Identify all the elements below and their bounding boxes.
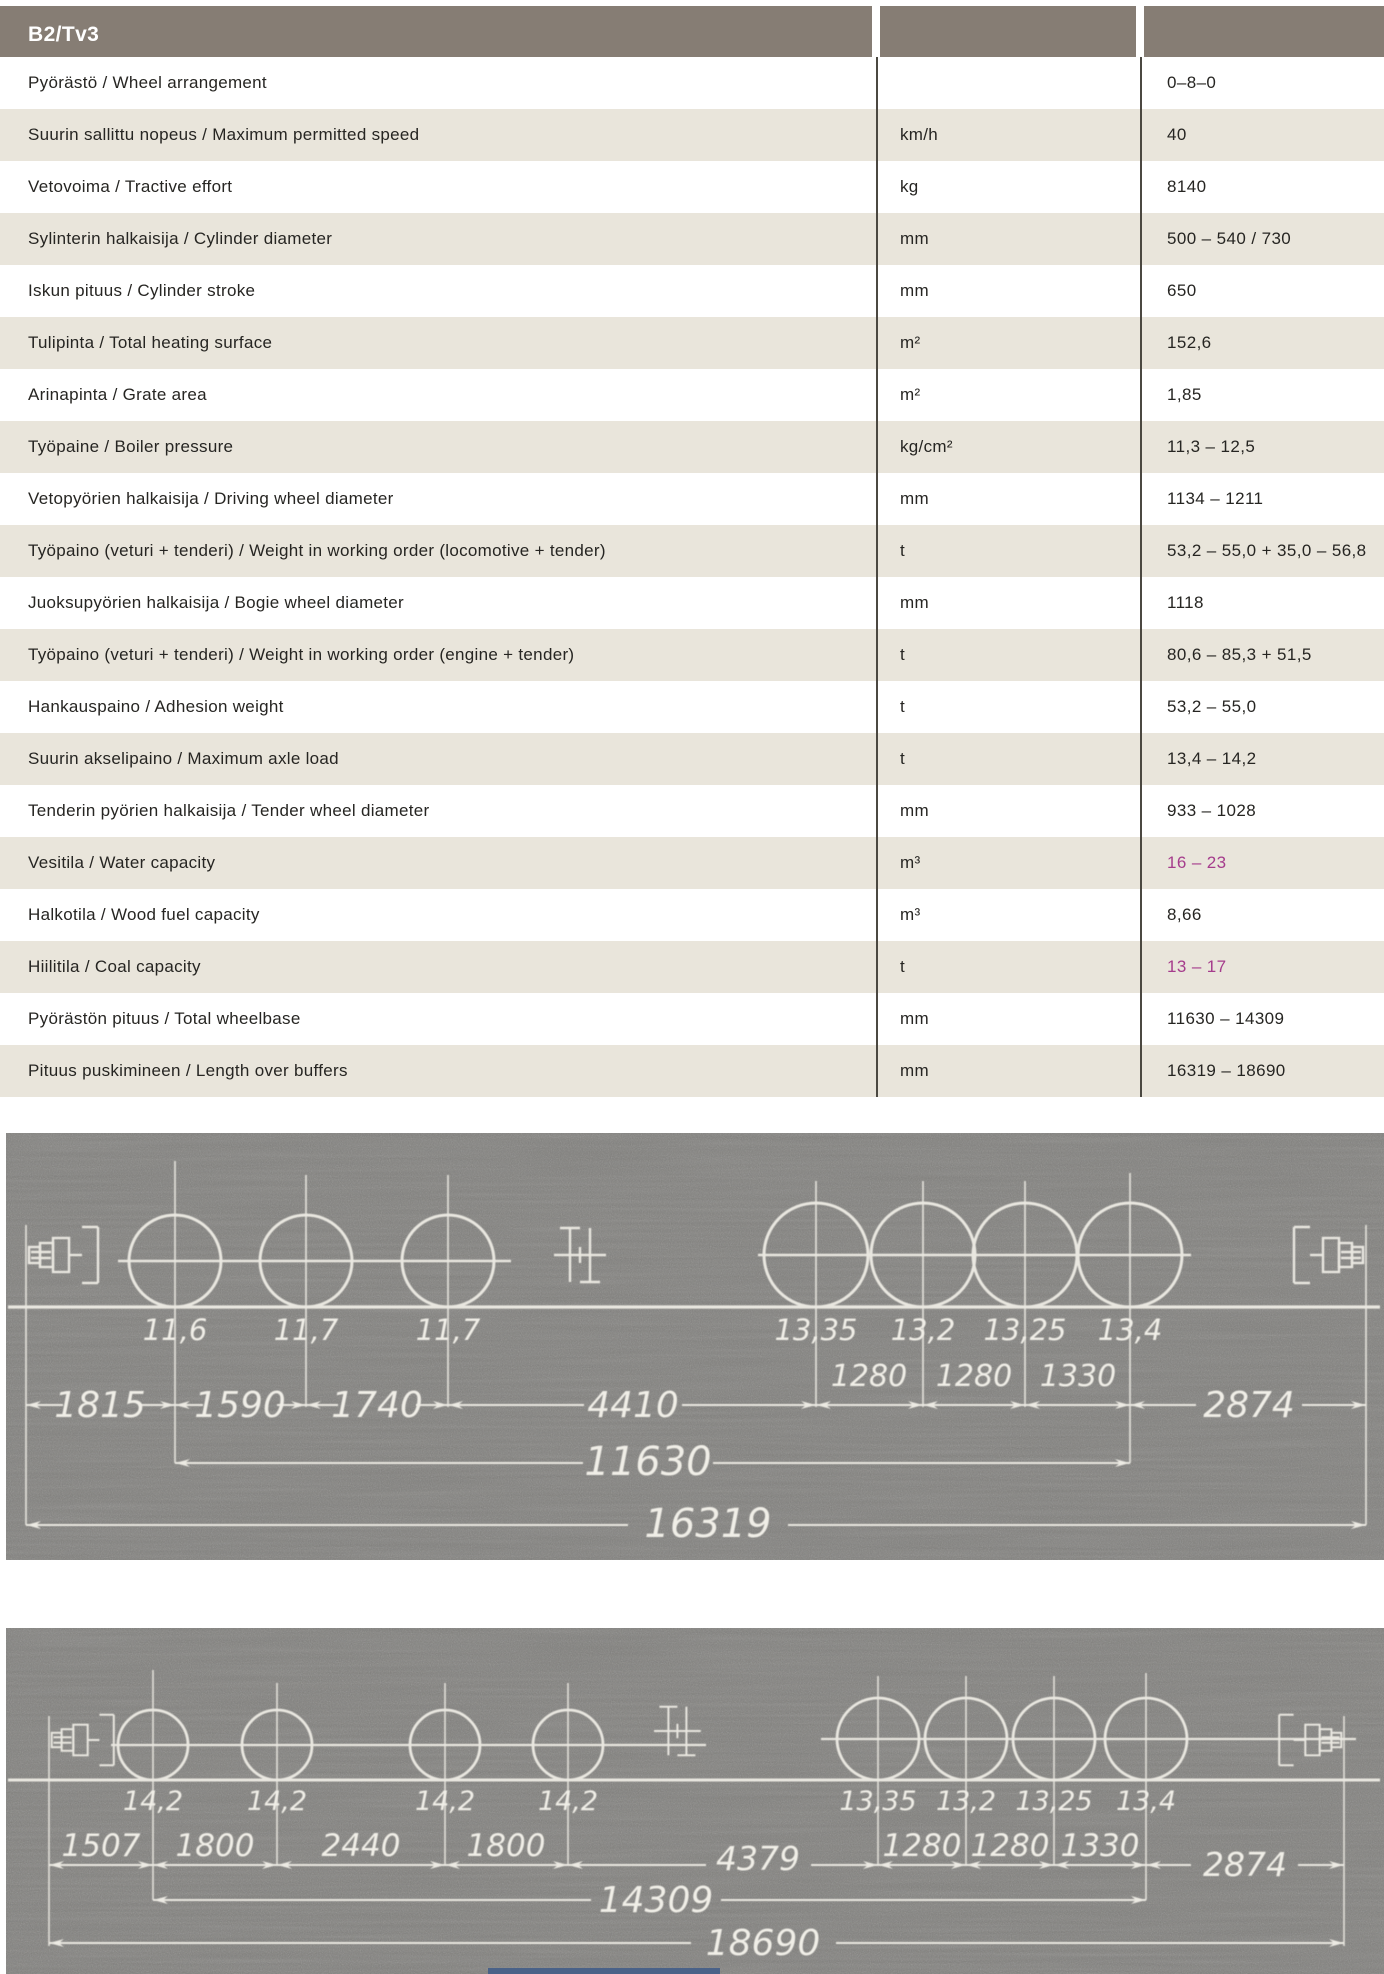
spec-label: Työpaino (veturi + tenderi) / Weight in working order (locomotive + tender) (28, 541, 606, 560)
table-row (0, 317, 1384, 369)
dimension-label: 1590 (194, 1385, 286, 1426)
spec-unit: mm (900, 229, 929, 248)
spec-unit: t (900, 749, 906, 768)
dimension-label: 4379 (716, 1839, 800, 1878)
spec-value: 1118 (1167, 593, 1204, 612)
spec-label: Vesitila / Water capacity (28, 853, 216, 872)
spec-unit: t (900, 541, 906, 560)
table-row (0, 681, 1384, 733)
spec-unit: m² (900, 385, 921, 404)
axle-load-label: 11,7 (415, 1313, 481, 1347)
spec-label: Vetopyörien halkaisija / Driving wheel diameter (28, 489, 394, 508)
dimension-label: 1740 (331, 1385, 423, 1426)
spec-unit: mm (900, 1009, 929, 1028)
spec-value: 8,66 (1167, 905, 1202, 924)
spec-unit: kg/cm² (900, 437, 953, 456)
spec-unit: m² (900, 333, 921, 352)
spec-value: 16319 – 18690 (1167, 1061, 1286, 1080)
dimension-label: 1800 (175, 1828, 255, 1864)
table-row (0, 421, 1384, 473)
dimension-label: 1800 (466, 1828, 546, 1864)
table-row (0, 1045, 1384, 1097)
axle-load-label: 14,2 (537, 1786, 599, 1817)
table-header (0, 6, 1384, 57)
dimension-label: 1815 (54, 1385, 146, 1426)
spec-label: Tulipinta / Total heating surface (28, 333, 273, 352)
table-row (0, 525, 1384, 577)
axle-load-label: 13,25 (1015, 1786, 1093, 1817)
dimension-label: 1330 (1060, 1828, 1140, 1864)
page-title: B2/Tv3 (28, 22, 100, 46)
table-row (0, 265, 1384, 317)
wheelbase-label: 11630 (584, 1439, 712, 1485)
axle-load-label: 11,7 (273, 1313, 339, 1347)
spec-label: Hankauspaino / Adhesion weight (28, 697, 284, 716)
axle-load-label: 14,2 (246, 1786, 308, 1817)
spec-label: Halkotila / Wood fuel capacity (28, 905, 260, 924)
next-section-edge-strip (488, 1968, 720, 1974)
table-body (0, 57, 1384, 1097)
table-row (0, 785, 1384, 837)
table-row (0, 629, 1384, 681)
dimension-label: 1280 (882, 1828, 962, 1864)
spec-unit: m³ (900, 905, 921, 924)
spec-unit: mm (900, 801, 929, 820)
table-row (0, 889, 1384, 941)
dimension-label: 2440 (321, 1828, 401, 1864)
total-length-label: 18690 (705, 1923, 821, 1964)
table-row (0, 941, 1384, 993)
dimension-label: 1280 (970, 1828, 1050, 1864)
spec-table (0, 6, 1384, 1097)
spec-unit: km/h (900, 125, 939, 144)
spec-value: 933 – 1028 (1167, 801, 1257, 820)
wheel-diagram-2 (6, 1628, 1384, 1974)
table-row (0, 837, 1384, 889)
spec-label: Iskun pituus / Cylinder stroke (28, 281, 256, 300)
table-row (0, 109, 1384, 161)
spec-value: 1,85 (1167, 385, 1202, 404)
spec-value: 16 – 23 (1167, 853, 1227, 872)
axle-load-label: 13,35 (774, 1313, 858, 1347)
spec-value: 11,3 – 12,5 (1167, 437, 1256, 456)
table-row (0, 57, 1384, 109)
header-column-gap (1136, 6, 1144, 57)
table-row (0, 161, 1384, 213)
spec-label: Pituus puskimineen / Length over buffers (28, 1061, 348, 1080)
spec-unit: mm (900, 489, 929, 508)
axle-load-label: 13,2 (935, 1786, 997, 1817)
axle-load-label: 13,2 (890, 1313, 956, 1347)
tender-spacing-labels (831, 1359, 1116, 1394)
column-divider (876, 57, 878, 1097)
spec-unit: mm (900, 1061, 929, 1080)
table-row (0, 993, 1384, 1045)
spec-value: 53,2 – 55,0 (1167, 697, 1257, 716)
spec-unit: kg (900, 177, 919, 196)
spec-unit: m³ (900, 853, 921, 872)
wheel-diagram-1 (6, 1133, 1384, 1560)
spec-unit: mm (900, 281, 929, 300)
spec-label: Sylinterin halkaisija / Cylinder diameter (28, 229, 333, 248)
spec-label: Pyörästö / Wheel arrangement (28, 73, 267, 92)
spec-label: Suurin sallittu nopeus / Maximum permitted speed (28, 125, 420, 144)
spec-value: 80,6 – 85,3 + 51,5 (1167, 645, 1312, 664)
wheelbase-label: 14309 (598, 1880, 714, 1921)
axle-load-label: 14,2 (414, 1786, 476, 1817)
spec-unit: mm (900, 593, 929, 612)
spec-label: Pyörästön pituus / Total wheelbase (28, 1009, 301, 1028)
spec-label: Työpaino (veturi + tenderi) / Weight in working order (engine + tender) (28, 645, 575, 664)
spec-label: Tenderin pyörien halkaisija / Tender wheel diameter (28, 801, 430, 820)
spec-value: 53,2 – 55,0 + 35,0 – 56,8 (1167, 541, 1367, 560)
table-row (0, 577, 1384, 629)
spec-value: 152,6 (1167, 333, 1212, 352)
spec-value: 500 – 540 / 730 (1167, 229, 1292, 248)
spec-label: Vetovoima / Tractive effort (28, 177, 233, 196)
spec-value: 40 (1167, 125, 1187, 144)
axle-load-label: 13,35 (839, 1786, 917, 1817)
spec-value: 0–8–0 (1167, 73, 1217, 92)
spec-label: Suurin akselipaino / Maximum axle load (28, 749, 339, 768)
spec-value: 11630 – 14309 (1167, 1009, 1285, 1028)
spec-label: Juoksupyörien halkaisija / Bogie wheel diameter (28, 593, 405, 612)
axle-load-label: 13,4 (1097, 1313, 1163, 1347)
header-column-gap (872, 6, 880, 57)
dimension-label: 1280 (935, 1359, 1013, 1394)
spec-value: 1134 – 1211 (1167, 489, 1264, 508)
axle-load-label: 13,4 (1115, 1786, 1177, 1817)
table-row (0, 213, 1384, 265)
axle-load-label: 13,25 (983, 1313, 1067, 1347)
dimension-label: 1280 (830, 1359, 908, 1394)
spec-value: 13 – 17 (1167, 957, 1227, 976)
spec-label: Hiilitila / Coal capacity (28, 957, 201, 976)
table-row (0, 473, 1384, 525)
dimension-label: 1507 (61, 1828, 141, 1864)
dimension-label: 1330 (1039, 1359, 1117, 1394)
spec-label: Arinapinta / Grate area (28, 385, 207, 404)
spec-value: 650 (1167, 281, 1197, 300)
dimension-label: 4410 (587, 1385, 679, 1426)
total-length-label: 16319 (644, 1501, 772, 1547)
table-row (0, 369, 1384, 421)
spec-unit: t (900, 697, 906, 716)
axle-load-label: 11,6 (142, 1313, 208, 1347)
axle-load-label: 14,2 (122, 1786, 184, 1817)
column-divider (1140, 57, 1142, 1097)
spec-unit: t (900, 645, 906, 664)
spec-label: Työpaine / Boiler pressure (28, 437, 234, 456)
spec-unit: t (900, 957, 906, 976)
spec-value: 13,4 – 14,2 (1167, 749, 1257, 768)
dimension-label: 2874 (1203, 1385, 1295, 1426)
dimension-label: 2874 (1203, 1845, 1287, 1884)
table-row (0, 733, 1384, 785)
spec-value: 8140 (1167, 177, 1207, 196)
